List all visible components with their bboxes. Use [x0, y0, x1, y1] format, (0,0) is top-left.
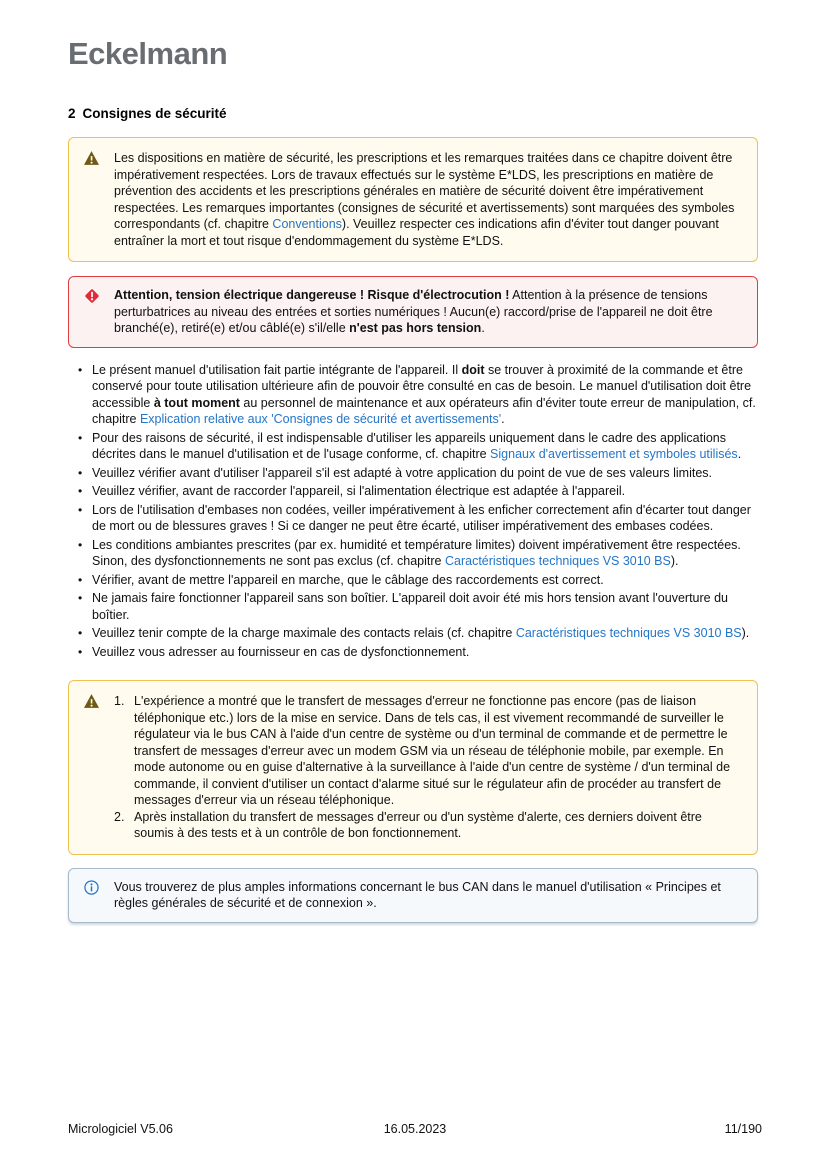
company-logo: Eckelmann [68, 36, 228, 71]
warning-triangle-icon [84, 694, 114, 708]
danger-diamond-icon [84, 288, 114, 304]
warning-triangle-icon [84, 151, 114, 165]
numbered-item [114, 809, 743, 842]
info-text: Vous trouverez de plus amples informations concernant le bus CAN dans le manuel d'utilisation « Principes et règles générales de sécurité et de connexion ». [114, 879, 721, 911]
section-title: Consignes de sécurité [82, 106, 227, 121]
section-number: 2 [68, 106, 76, 121]
info-box [68, 868, 758, 923]
bullet-item: • Ne jamais faire fonctionner l'appareil sans son boîtier. L'appareil doit avoir été mis hors tension avant l'ouverture du boîtier. [92, 590, 758, 623]
danger-notice-box [68, 276, 758, 348]
chapter-link[interactable]: Conventions [272, 217, 342, 232]
bullet-item: • Le présent manuel d'utilisation fait partie intégrante de l'appareil. Il doit se trouver à proximité de la commande et être conservé pour toute utilisation ultérieure afin de pouvoir être consulté en cas de besoin. Le manuel d'utilisation doit être accessible à tout moment au personnel de maintenance et aux opérateurs afin d'éviter toute erreur de manipulation, cf. chapitre Explication relative aux 'Consignes de sécurité et avertissements'. [92, 362, 758, 428]
bullet-item: • Pour des raisons de sécurité, il est indispensable d'utiliser les appareils uniquement dans le cadre des applications décrites dans le manuel d'utilisation et de l'usage conforme, cf. chapitre Signaux d'avertissement et symboles utilisés. [92, 430, 758, 463]
item-number: 1. [114, 694, 125, 709]
bullet-item: • Veuillez vérifier avant d'utiliser l'appareil s'il est adapté à votre application du point de vue de ses valeurs limites. [92, 465, 758, 482]
chapter-link[interactable]: Caractéristiques techniques VS 3010 BS [444, 554, 671, 569]
bullet-item: • Veuillez vous adresser au fournisseur en cas de dysfonctionnement. [92, 644, 758, 661]
page-content [68, 0, 758, 923]
section-heading [68, 106, 758, 122]
safety-notice-text: Les dispositions en matière de sécurité, les prescriptions et les remarques traitées dans ce chapitre doivent être impérativement respectées. Lors de travaux effectués sur le système E*LDS, les prescriptions en matière de prévention des accidents et les prescriptions générales en matière de sécurité doivent être impérativement respectées. Les remarques importantes (consignes de sécurité et avertissements) sont marquées des symboles correspondants (cf. chapitre Conventions). Veuillez respecter ces indications afin d'éviter tout danger pouvant entraîner la mort et tout risque d'endommagement du système E*LDS. [114, 151, 735, 248]
chapter-link[interactable]: Explication relative aux 'Consignes de sécurité et avertissements' [139, 412, 502, 427]
chapter-link[interactable]: Caractéristiques techniques VS 3010 BS [515, 626, 742, 641]
bullet-item: • Les conditions ambiantes prescrites (par ex. humidité et température limites) doivent impérativement être respectées. Sinon, des dysfonctionnements ne sont pas exclus (cf. chapitre Caractéristiques techniques VS 3010 BS). [92, 537, 758, 570]
bullet-item: • Veuillez tenir compte de la charge maximale des contacts relais (cf. chapitre Caractéristiques techniques VS 3010 BS). [92, 625, 758, 642]
chapter-link[interactable]: Signaux d'avertissement et symboles utilisés [490, 447, 738, 462]
note-box [68, 680, 758, 855]
numbered-item [114, 693, 743, 809]
bullet-item: • Lors de l'utilisation d'embases non codées, veiller impérativement à les enficher correctement afin d'écarter tout danger de mort ou de blessures graves ! Si ce danger ne peut être écarté, utiliser impérativement des embases codées. [92, 502, 758, 535]
page-footer [68, 1122, 762, 1136]
footer-firmware-version: Micrologiciel V5.06 [68, 1122, 173, 1136]
item-number: 2. [114, 809, 125, 824]
safety-bullet-list [68, 362, 758, 661]
bullet-item: • Veuillez vérifier, avant de raccorder l'appareil, si l'alimentation électrique est adaptée à l'appareil. [92, 483, 758, 500]
note-numbered-list [114, 693, 743, 842]
footer-page-number: 11/190 [724, 1122, 762, 1136]
bullet-item: • Vérifier, avant de mettre l'appareil en marche, que le câblage des raccordements est correct. [92, 572, 758, 589]
info-icon [84, 880, 114, 895]
danger-notice-text: Attention, tension électrique dangereuse ! Risque d'électrocution ! Attention à la présence de tensions perturbatrices au niveau des entrées et sorties numériques ! Aucun(e) raccord/prise de l'appareil ne doit être branché(e), retiré(e) et/ou câblé(e) s'il/elle n'est pas hors tension. [114, 288, 713, 336]
item-text: Après installation du transfert de messages d'erreur ou d'un système d'alerte, ces derniers doivent être soumis à des tests et à un contrôle de bon fonctionnement. [134, 809, 702, 841]
safety-notice-box [68, 137, 758, 262]
item-text: L'expérience a montré que le transfert de messages d'erreur ne fonctionne pas encore (pas de liaison téléphonique etc.) lors de la mise en service. Dans de tels cas, il est vivement recommandé de surveiller le régulateur via le bus CAN à l'aide d'un centre de système ou d'un terminal de commande et de permettre le transfert de messages d'erreur avec un modem GSM via un réseau de téléphonie mobile, par exemple. En mode autonome ou en guise d'alternative à la surveillance à l'aide d'un centre de système / d'un terminal de commande, il convient d'utiliser un contact d'alarme situé sur le régulateur afin de procéder au transfert de messages d'erreur via un réseau téléphonique. [134, 694, 731, 808]
footer-date: 16.05.2023 [383, 1122, 447, 1136]
